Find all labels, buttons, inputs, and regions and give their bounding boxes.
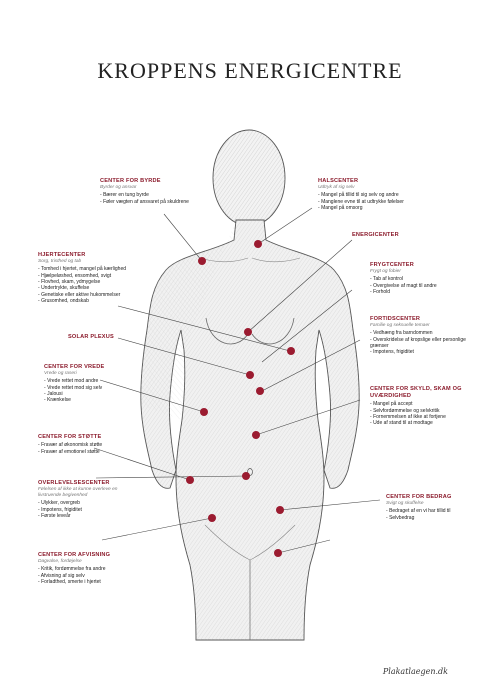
page-title: KROPPENS ENERGICENTRE (97, 58, 403, 83)
dot-bedrag (276, 506, 284, 514)
center-stotte (38, 434, 138, 455)
center-item: - Forhold (370, 289, 470, 295)
center-subtitle: Sorg, tristhed og tab (38, 259, 82, 265)
center-item: - Manglene evne til at udtrykke følelser (318, 199, 428, 205)
dot-hals (254, 240, 262, 248)
center-title: HALSCENTER (318, 178, 359, 184)
center-subtitle: Byrder og ansvar (100, 185, 137, 191)
center-energi (352, 232, 399, 239)
center-subtitle: Udtryk af sig selv (318, 185, 355, 191)
center-subtitle: Frygt og fobier (370, 269, 401, 275)
center-fortid (370, 316, 470, 356)
center-item: - Impotens, frigiditet (370, 349, 470, 355)
center-item: - Tab af kontrol (370, 276, 470, 282)
line-byrde (164, 214, 202, 261)
center-title: CENTER FOR SKYLD, SKAM OG UVÆRDIGHED (370, 386, 462, 400)
center-subtitle: Svigt og skuffelse (386, 501, 424, 507)
center-solar-plexus (68, 334, 114, 341)
center-item: - Afvisning af sig selv (38, 573, 148, 579)
center-item: - Forladthed, smerte i hjertet (38, 579, 148, 585)
center-item: - Ude af stand til at modtage (370, 420, 470, 426)
dot-overlevelse (242, 472, 250, 480)
center-item: - Føler vægten af ansvaret på skuldrene (100, 199, 190, 205)
dot-vrede (200, 408, 208, 416)
dot-frygt (256, 387, 264, 395)
center-item: - Impotens, frigiditet (38, 507, 138, 513)
dot-energi (244, 328, 252, 336)
center-item: - Vrede rettet mod andre (44, 378, 124, 384)
center-item: - Mangel på accept (370, 401, 470, 407)
dot-afvisning-upper (208, 514, 216, 522)
center-hjerte (38, 252, 158, 305)
center-vrede (44, 364, 124, 404)
center-subtitle: Familie og seksuelle temaer (370, 323, 430, 329)
center-subtitle: Vrede og raseri (44, 371, 77, 377)
dot-skyld (252, 431, 260, 439)
center-item: - Fravær af emotionel støtte (38, 449, 138, 455)
center-item: - Ulykker, overgreb (38, 500, 138, 506)
center-title: FORTIDSCENTER (370, 316, 421, 322)
dot-byrde (198, 257, 206, 265)
center-title: ENERGICENTER (352, 232, 399, 238)
center-item: - Krænkelse (44, 397, 124, 403)
center-title: HJERTECENTER (38, 252, 86, 258)
center-item: - Overskridelse af kropslige eller personlige grænser (370, 337, 470, 350)
center-item: - Mangel på tillid til sig selv og andre (318, 192, 428, 198)
center-item: - Selvbedrag (386, 515, 486, 521)
center-title: CENTER FOR STØTTE (38, 434, 102, 440)
center-item: - Overgivelse af magt til andre (370, 283, 470, 289)
center-title: OVERLEVELSESCENTER (38, 480, 110, 486)
signature: Plakatlaegen.dk (382, 667, 448, 676)
center-item: - Kritik, fordømmelse fra andre (38, 566, 148, 572)
center-frygt (370, 262, 470, 295)
center-subtitle: Følelsen af ikke at kunne overleve en livstruende begivenhed (38, 487, 118, 499)
center-item: - Flovhed, skam, ydmygelse (38, 279, 158, 285)
center-item: - Fornemmelsen af ikke at fortjene (370, 414, 470, 420)
center-overlevelse (38, 480, 138, 520)
center-item: - Første leveår (38, 513, 138, 519)
center-title: FRYGTCENTER (370, 262, 414, 268)
center-bedrag (386, 494, 486, 521)
dot-hjerte (287, 347, 295, 355)
center-hals (318, 178, 428, 211)
dot-stotte (186, 476, 194, 484)
center-item: - Vedhæng fra barndommen (370, 330, 470, 336)
center-title: CENTER FOR BEDRAG (386, 494, 452, 500)
center-skyld (370, 386, 470, 427)
center-byrde (100, 178, 190, 205)
center-item: - Mangel på omsorg (318, 205, 428, 211)
center-title: CENTER FOR BYRDE (100, 178, 161, 184)
center-title: CENTER FOR AFVISNING (38, 552, 111, 558)
center-item: - Grusomhed, ondskab (38, 298, 158, 304)
center-item: - Tomhed i hjertet, mangel på kærlighed (38, 266, 158, 272)
center-item: - Jalousi (44, 391, 124, 397)
center-item: - Bedraget af en vi har tillid til (386, 508, 486, 514)
center-title: SOLAR PLEXUS (68, 334, 114, 340)
center-item: - Bærer en tung byrde (100, 192, 190, 198)
center-afvisning (38, 552, 148, 585)
center-item: - Selvfordømmelse og selvkritik (370, 408, 470, 414)
dot-afvisning (274, 549, 282, 557)
dot-solar (246, 371, 254, 379)
center-item: - Vrede rettet mod sig selv (44, 385, 124, 391)
center-subtitle: Dagvalse, fordøjelse (38, 559, 82, 565)
center-item: - Undertrykte, skuffelse (38, 285, 158, 291)
center-item: - Fravær af økonomisk støtte (38, 442, 138, 448)
center-item: - Hjælpeløshed, ensomhed, svigt (38, 273, 158, 279)
center-title: CENTER FOR VREDE (44, 364, 105, 370)
center-item: - Genetiske eller aktive hukommelser (38, 292, 158, 298)
